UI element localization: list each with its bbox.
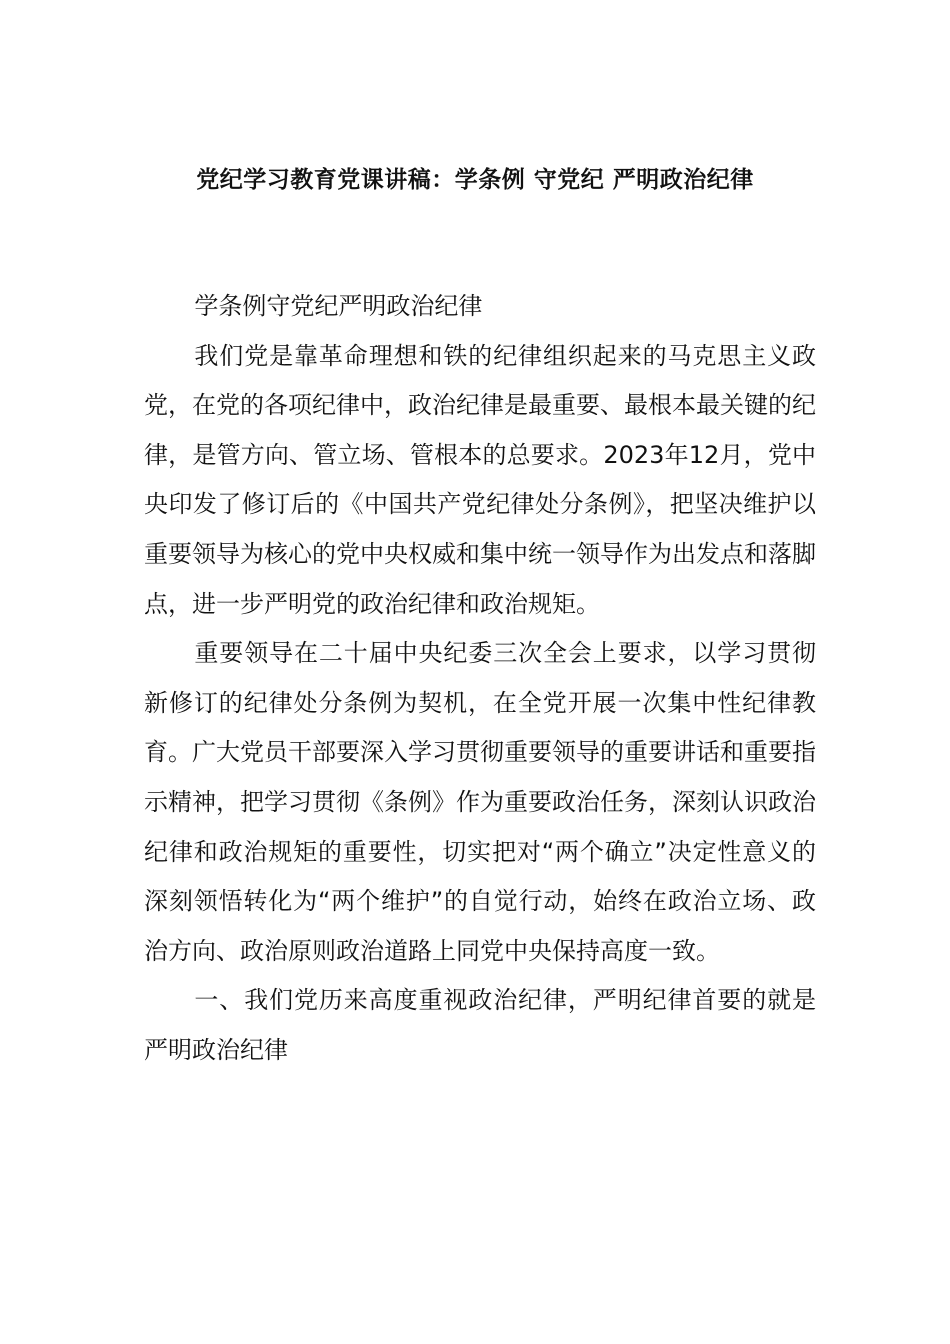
section-heading-1: 一、我们党历来高度重视政治纪律，严明纪律首要的就是严明政治纪律 bbox=[144, 986, 816, 1064]
body-paragraph-requirements: 重要领导在二十届中央纪委三次全会上要求，以学习贯彻新修订的纪律处分条例为契机，在全党开展一次集中性纪律教育。广大党员干部要深入学习贯彻重要领导的重要讲话和重要指示精神，把学习贯彻《条例》作为重要政治任务，深刻认识政治纪律和政治规矩的重要性，切实把对“两个确立”决定性意义的深刻领悟转化为“两个维护”的自觉行动，始终在政治立场、政治方向、政治原则政治道路上同党中央保持高度一致。 bbox=[144, 639, 816, 965]
document-body bbox=[144, 282, 816, 1076]
body-paragraph-intro: 我们党是靠革命理想和铁的纪律组织起来的马克思主义政党，在党的各项纪律中，政治纪律是最重要、最根本最关键的纪律，是管方向、管立场、管根本的总要求。2023年12月，党中央印发了修订后的《中国共产党纪律处分条例》，把坚决维护以重要领导为核心的党中央权威和集中统一领导作为出发点和落脚点，进一步严明党的政治纪律和政治规矩。 bbox=[144, 341, 816, 618]
subtitle-paragraph: 学条例守党纪严明政治纪律 bbox=[194, 292, 483, 320]
document-title: 党纪学习教育党课讲稿：学条例 守党纪 严明政治纪律 bbox=[196, 167, 754, 193]
